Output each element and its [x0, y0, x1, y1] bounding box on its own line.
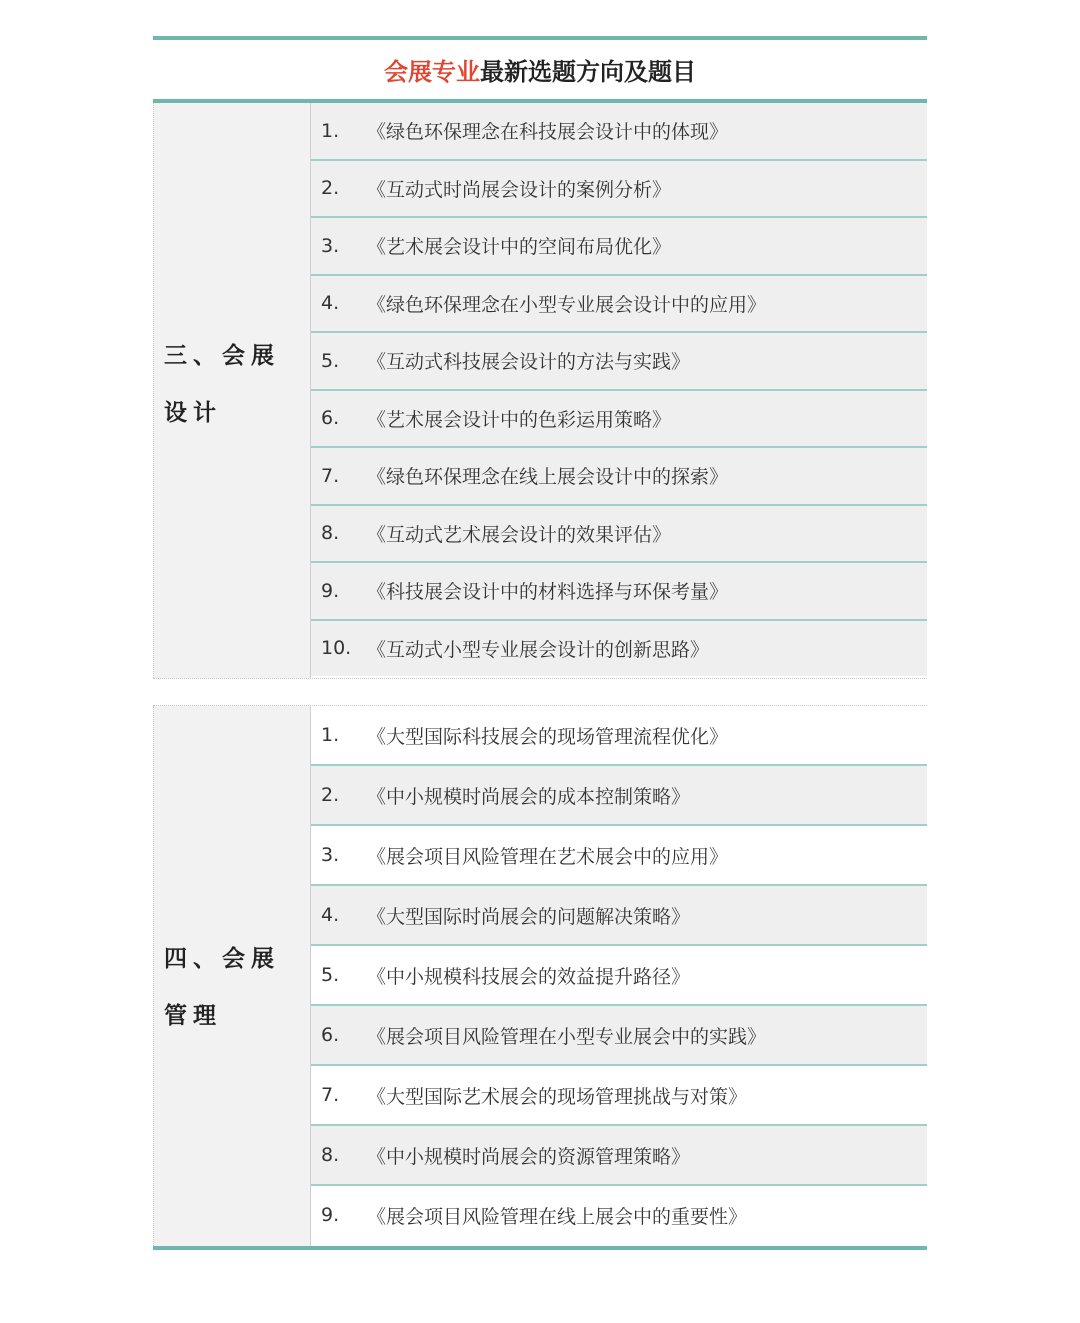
item-number: 4.	[321, 292, 340, 315]
item-title: 《大型国际科技展会的现场管理流程优化》	[367, 725, 729, 748]
list-item	[311, 766, 927, 824]
section-exhibition-design	[153, 103, 927, 678]
item-title: 《艺术展会设计中的空间布局优化》	[367, 236, 672, 259]
item-number: 9.	[321, 1204, 340, 1226]
item-title: 《大型国际时尚展会的问题解决策略》	[367, 905, 691, 928]
list-item	[311, 448, 927, 504]
item-title: 《绿色环保理念在线上展会设计中的探索》	[367, 466, 729, 489]
list-item	[311, 161, 927, 217]
list-item	[311, 621, 927, 677]
section-label: 三、会展设计	[164, 343, 280, 426]
item-number: 7.	[321, 464, 340, 487]
item-number: 3.	[321, 234, 340, 257]
title-rest: 最新选题方向及题目	[480, 58, 696, 86]
list-item	[311, 946, 927, 1004]
list-item	[311, 276, 927, 332]
item-title: 《展会项目风险管理在艺术展会中的应用》	[367, 845, 729, 868]
item-number: 7.	[321, 1084, 340, 1106]
list-item	[311, 886, 927, 944]
list-item	[311, 1186, 927, 1244]
item-number: 6.	[321, 1024, 340, 1046]
item-title: 《互动式艺术展会设计的效果评估》	[367, 523, 672, 546]
item-number: 1.	[321, 119, 340, 142]
list-item	[311, 391, 927, 447]
item-number: 8.	[321, 1144, 340, 1166]
item-title: 《互动式科技展会设计的方法与实践》	[367, 351, 691, 374]
item-title: 《艺术展会设计中的色彩运用策略》	[367, 408, 672, 431]
list-item	[311, 103, 927, 159]
section-label-cell	[153, 103, 310, 678]
list-item	[311, 563, 927, 619]
item-number: 5.	[321, 964, 340, 986]
item-title: 《大型国际艺术展会的现场管理挑战与对策》	[367, 1085, 748, 1108]
item-number: 8.	[321, 522, 340, 545]
item-title: 《科技展会设计中的材料选择与环保考量》	[367, 581, 729, 604]
section-label: 四、会展管理	[164, 946, 280, 1029]
list-item	[311, 1126, 927, 1184]
title-highlight: 会展专业	[384, 58, 480, 86]
section-label-cell	[153, 706, 310, 1246]
list-item	[311, 333, 927, 389]
item-number: 1.	[321, 724, 340, 746]
item-title: 《中小规模时尚展会的成本控制策略》	[367, 785, 691, 808]
item-number: 10.	[321, 637, 352, 660]
spacer-row	[153, 678, 927, 706]
item-number: 2.	[321, 177, 340, 200]
item-title: 《互动式小型专业展会设计的创新思路》	[367, 638, 710, 661]
item-title: 《展会项目风险管理在小型专业展会中的实践》	[367, 1025, 767, 1048]
list-item	[311, 218, 927, 274]
item-number: 3.	[321, 844, 340, 866]
list-item	[311, 826, 927, 884]
item-title: 《中小规模科技展会的效益提升路径》	[367, 965, 691, 988]
table-bottom-border	[153, 1246, 927, 1250]
section-exhibition-management	[153, 706, 927, 1246]
item-number: 2.	[321, 784, 340, 806]
item-number: 9.	[321, 579, 340, 602]
item-title: 《中小规模时尚展会的资源管理策略》	[367, 1145, 691, 1168]
item-number: 6.	[321, 407, 340, 430]
item-title: 《绿色环保理念在科技展会设计中的体现》	[367, 121, 729, 144]
item-title: 《绿色环保理念在小型专业展会设计中的应用》	[367, 293, 767, 316]
item-title: 《展会项目风险管理在线上展会中的重要性》	[367, 1205, 748, 1228]
list-item	[311, 706, 927, 764]
list-item	[311, 1006, 927, 1064]
list-item	[311, 1066, 927, 1124]
item-title: 《互动式时尚展会设计的案例分析》	[367, 178, 672, 201]
item-number: 4.	[321, 904, 340, 926]
table-title	[153, 40, 927, 99]
item-number: 5.	[321, 349, 340, 372]
list-item	[311, 506, 927, 562]
